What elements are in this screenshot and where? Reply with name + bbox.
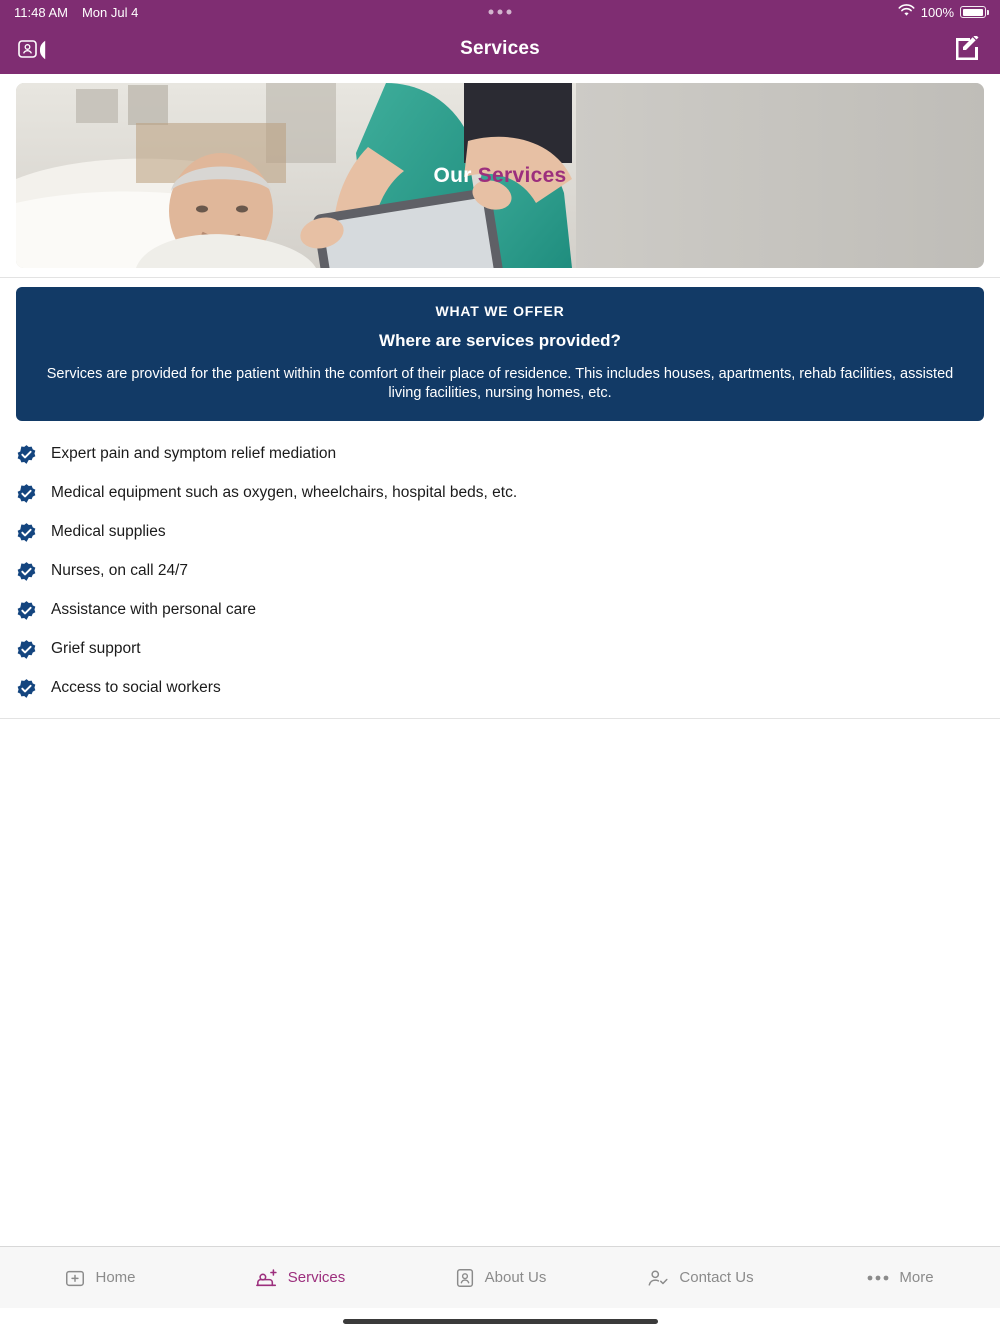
status-bar-right — [898, 0, 986, 24]
offer-body: Services are provided for the patient within the comfort of their place of residence. This includes houses, apartments, rehab facilities, assisted living facilities, nursing homes, etc. — [46, 366, 954, 401]
list-item[interactable] — [16, 474, 984, 513]
status-bar — [0, 0, 1000, 24]
list-item-label: Assistance with personal care — [51, 601, 257, 619]
battery-percent-label: 100% — [920, 4, 954, 20]
badge-check-icon — [16, 483, 37, 504]
tab-bar — [0, 1246, 1000, 1308]
patient-bed-plus-icon — [255, 1267, 279, 1289]
tab-label: More — [899, 1269, 934, 1286]
tab-services[interactable] — [200, 1247, 400, 1308]
compose-message-icon[interactable] — [950, 34, 984, 64]
page-content — [0, 74, 1000, 1246]
battery-icon — [960, 6, 986, 18]
list-item[interactable] — [16, 630, 984, 669]
tab-label: Home — [95, 1269, 136, 1286]
hero-overlay-text — [16, 164, 984, 188]
home-indicator-area — [0, 1308, 1000, 1334]
list-item-label: Expert pain and symptom relief mediation — [51, 445, 337, 463]
list-item-label: Nurses, on call 24/7 — [51, 562, 188, 580]
wifi-icon — [898, 4, 915, 20]
status-date: Mon Jul 4 — [81, 4, 139, 20]
offer-subhead: Where are services provided? — [379, 331, 621, 350]
hero-divider — [0, 277, 1000, 278]
tab-about-us[interactable] — [400, 1247, 600, 1308]
list-item[interactable] — [16, 435, 984, 474]
badge-check-icon — [16, 639, 37, 660]
what-we-offer-card — [16, 287, 984, 421]
badge-check-icon — [16, 444, 37, 465]
tab-contact-us[interactable] — [600, 1247, 800, 1308]
home-first-aid-icon — [64, 1267, 86, 1289]
hero-banner — [16, 83, 984, 268]
nav-bar — [0, 24, 1000, 74]
list-item[interactable] — [16, 513, 984, 552]
person-check-icon — [646, 1267, 670, 1289]
list-item[interactable] — [16, 552, 984, 591]
list-item-label: Access to social workers — [51, 679, 221, 697]
list-bottom-divider — [0, 718, 1000, 719]
status-time: 11:48 AM — [14, 4, 68, 20]
tab-label: About Us — [484, 1269, 547, 1286]
tab-label: Contact Us — [679, 1269, 754, 1286]
page-title: Services — [460, 38, 540, 59]
badge-check-icon — [16, 600, 37, 621]
services-list — [0, 435, 1000, 708]
offer-kicker: WHAT WE OFFER — [435, 303, 565, 319]
list-item[interactable] — [16, 591, 984, 630]
hero-word-our: Our — [433, 163, 472, 187]
tab-label: Services — [287, 1269, 346, 1286]
status-bar-left — [14, 5, 138, 20]
tab-more[interactable] — [800, 1247, 1000, 1308]
list-item-label: Grief support — [51, 640, 141, 658]
ellipsis-icon — [866, 1274, 890, 1282]
list-item-label: Medical supplies — [51, 523, 166, 541]
home-indicator[interactable] — [343, 1319, 658, 1324]
list-item-label: Medical equipment such as oxygen, wheelchairs, hospital beds, etc. — [51, 484, 518, 502]
badge-check-icon — [16, 678, 37, 699]
person-card-icon — [454, 1267, 476, 1289]
list-item[interactable] — [16, 669, 984, 708]
tab-home[interactable] — [0, 1247, 200, 1308]
hero-word-services: Services — [477, 163, 567, 187]
three-dots-icon — [489, 10, 512, 15]
badge-check-icon — [16, 561, 37, 582]
video-call-icon[interactable] — [16, 34, 50, 64]
badge-check-icon — [16, 522, 37, 543]
